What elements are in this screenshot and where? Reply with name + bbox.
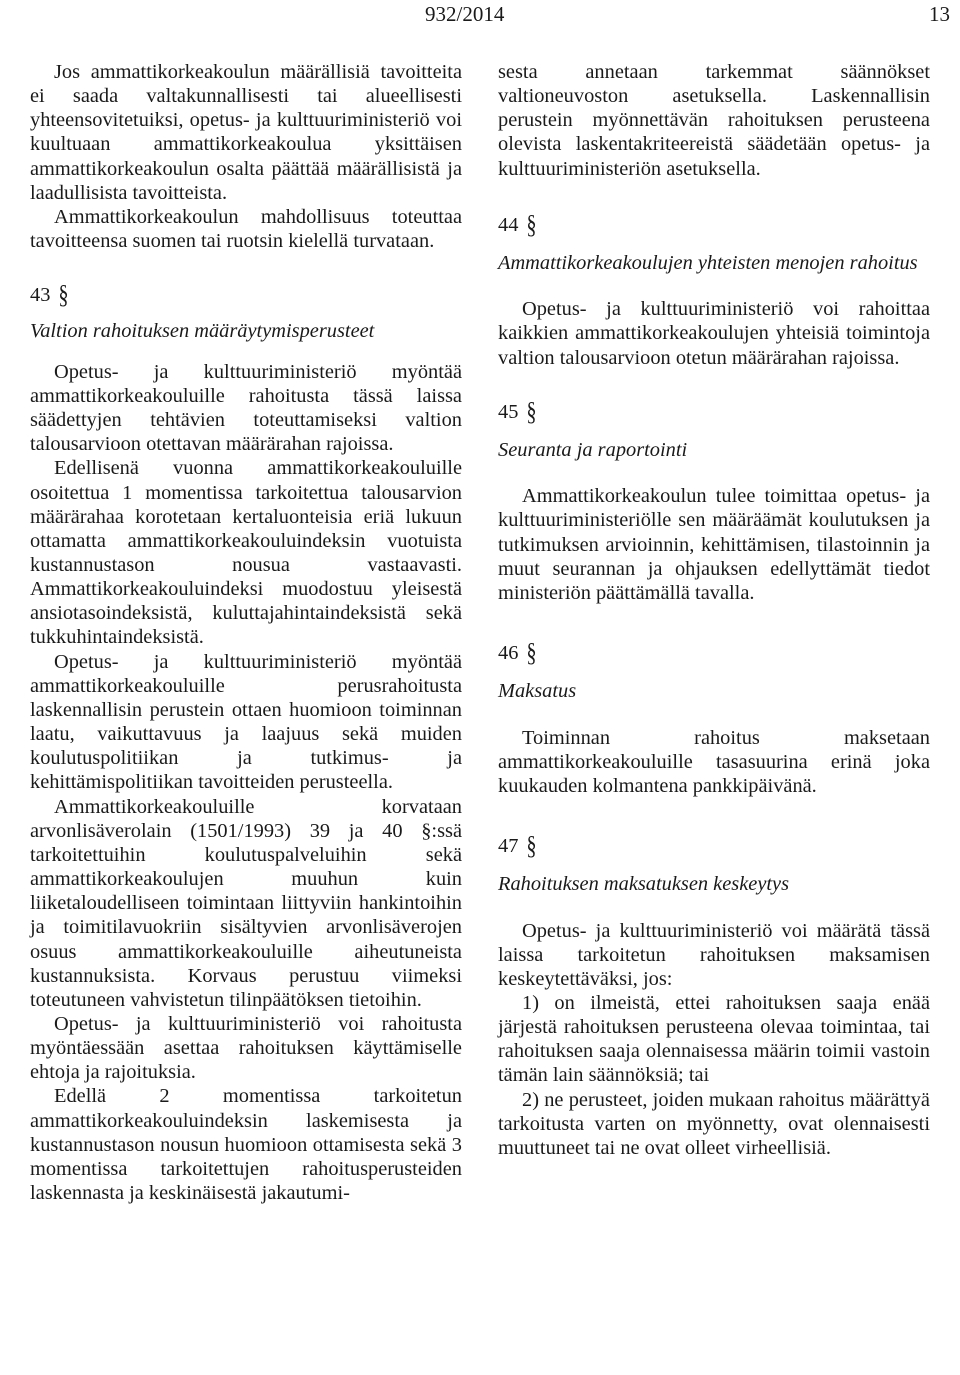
paragraph: sesta annetaan tarkemmat säännökset valtioneuvoston asetuksella. Laskennallisin perustein myönnettävän rahoituksen perusteena olevista laskentakriteereistä säädetään opetus- ja kulttuuriministeriön asetuksella.	[498, 61, 930, 180]
section-number: 43 §	[30, 280, 69, 310]
left-column	[30, 60, 462, 1205]
paragraph: Ammattikorkeakoulun tulee toimittaa opetus- ja kulttuuriministeriölle sen määräämät koulutuksen ja tutkimuksen arvioinnin, kehittämisen, tilastoinnin ja muut seurannan ja ohjauksen edellyttämät tiedot ministeriön päättämällä tavalla.	[498, 485, 930, 604]
paragraph: Opetus- ja kulttuuriministeriö voi rahoitusta myöntäessään asettaa rahoituksen käyttämiselle ehtoja ja rajoituksia.	[30, 1012, 462, 1084]
page-number: 13	[929, 2, 950, 26]
statute-number: 932/2014	[425, 2, 505, 26]
list-item: 2) ne perusteet, joiden mukaan rahoitus määrättyä tarkoitusta varten on myönnetty, ovat olennaisesti muuttuneet tai ne ovat olleet virheellisiä.	[498, 1088, 930, 1159]
section-number: 45 §	[498, 397, 537, 427]
section-title: Seuranta ja raportointi	[498, 438, 688, 461]
right-column	[498, 60, 930, 1160]
paragraph: Opetus- ja kulttuuriministeriö myöntää ammattikorkeakouluille rahoitusta tässä laissa säädettyjen tehtävien toteuttamiseksi valtion talousarvioon otettavan määrärahan rajoissa.	[30, 360, 462, 456]
paragraph: Edellisenä vuonna ammattikorkeakouluille osoitettua 1 momentissa tarkoitettua talousarvion määrärahaa korotetaan kertaluonteisia eriä lukuun ottamatta ammattikorkeakouluindeksin vuotuista kustannustason nousua vastaavasti. Ammattikorkeakouluindeksi muodostuu yleisestä ansiotasoindeksistä, kuluttajahintaindeksistä sekä tukkuhintaindeksistä.	[30, 457, 462, 649]
paragraph: Opetus- ja kulttuuriministeriö voi määrätä tässä laissa tarkoitetun rahoituksen maksamisen keskeytettäväksi, jos:	[498, 919, 930, 990]
section-number: 47 §	[498, 831, 537, 861]
paragraph: Edellä 2 momentissa tarkoitetun ammattikorkeakouluindeksin laskemisesta ja kustannustason nousun huomioon ottamisesta sekä 3 momentissa tarkoitettujen rahoitusperusteiden laskennasta ja keskinäisestä jakautumi-	[30, 1085, 462, 1205]
section-number: 44 §	[498, 210, 537, 240]
paragraph: Toiminnan rahoitus maksetaan ammattikorkeakouluille tasasuurina erinä joka kuukauden kolmantena pankkipäivänä.	[498, 726, 930, 797]
paragraph: Ammattikorkeakouluille korvataan arvonlisäverolain (1501/1993) 39 ja 40 §:ssä tarkoitettuihin koulutuspalveluihin sekä ammattikorkeakoulujen muuhun kuin liiketaloudelliseen toimintaan liittyviin hankintoihin ja toimitilavuokriin sisältyvien arvonlisäverojen osuus ammattikorkeakouluille aiheutuneista kustannuksista. Korvaus perustuu viimeksi toteutuneen vahvistetun tilinpäätöksen tietoihin.	[30, 795, 462, 1011]
section-title: Valtion rahoituksen määräytymisperusteet	[30, 320, 375, 343]
page-header	[0, 0, 960, 30]
paragraph: Opetus- ja kulttuuriministeriö myöntää ammattikorkeakouluille perusrahoitusta laskennallisin perustein ottaen huomioon toiminnan laatu, vaikuttavuus ja laajuus sekä muiden koulutuspolitiikan ja tutkimus- ja kehittämispolitiikan tavoitteiden perusteella.	[30, 650, 462, 794]
list-item: 1) on ilmeistä, ettei rahoituksen saaja enää järjestä rahoituksen perusteena olevaa toimintaa, tai rahoituksen saaja olennaisessa määrin toimii vastoin tämän lain säännöksiä; tai	[498, 991, 930, 1087]
paragraph: Opetus- ja kulttuuriministeriö voi rahoittaa kaikkien ammattikorkeakoulujen yhteisiä toimintoja valtion talousarvioon otetun määrärahan rajoissa.	[498, 298, 930, 369]
section-title: Rahoituksen maksatuksen keskeytys	[498, 873, 790, 895]
paragraph: Jos ammattikorkeakoulun määrällisiä tavoitteita ei saada valtakunnallisesti tai alueellisesti yhteensovitetuiksi, opetus- ja kulttuuriministeriö voi kuultuaan ammattikorkeakoulua yksittäisen ammattikorkeakoulun osalta päättää määrällisistä ja laadullisista tavoitteista.	[30, 61, 462, 204]
section-title: Ammattikorkeakoulujen yhteisten menojen rahoitus	[498, 251, 918, 274]
section-title: Maksatus	[498, 680, 577, 703]
paragraph: Ammattikorkeakoulun mahdollisuus toteuttaa tavoitteensa suomen tai ruotsin kielellä turvataan.	[30, 205, 462, 253]
section-number: 46 §	[498, 638, 537, 668]
